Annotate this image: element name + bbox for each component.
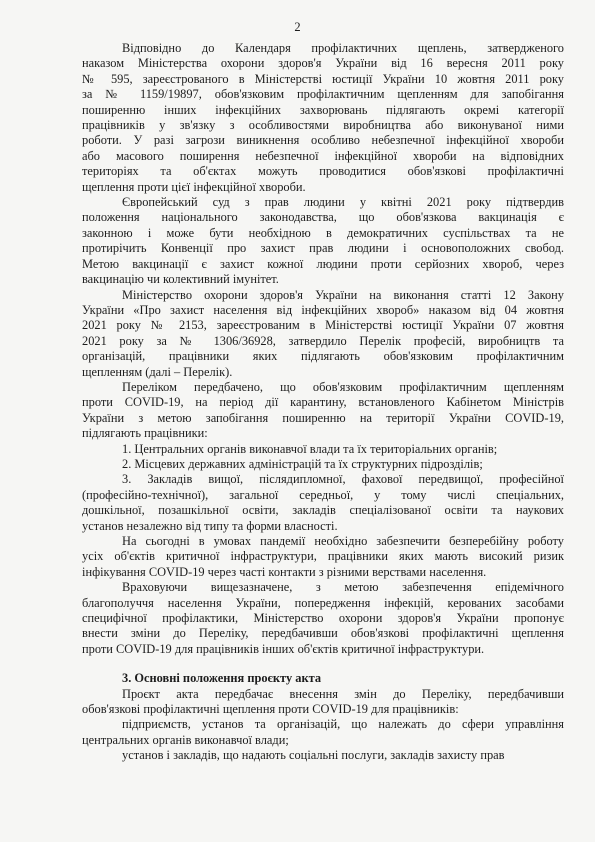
text-line: роботи. У разі загрози виникнення особливо небезпечної інфекційної хвороби: [82, 133, 564, 148]
text-line: На сьогодні в умовах пандемії необхідно забезпечити безперебійну роботу: [122, 534, 564, 548]
list-item-central-authorities: [82, 442, 564, 457]
text-line: протирічить Конвенції про захист прав людини і основоположних свобод.: [82, 241, 564, 256]
text-line: дошкільної, позашкільної освіти, закладів спеціалізованої освіти та наукових: [82, 503, 564, 518]
text-line: Метою вакцинації є захист кожної людини проти серйозних хвороб, через: [82, 256, 564, 271]
text-line: проти COVID-19 для працівників інших об'єктів критичної інфраструктури.: [82, 641, 485, 656]
text-line: внести зміни до Переліку, передбачивши обов'язкові профілактичні щеплення: [82, 626, 564, 641]
text-line: територіях та об'єктах можуть проводитися обов'язкові профілактичні: [82, 164, 564, 179]
text-line: благополуччя населення України, попередження інфекцій, керованих засобами: [82, 595, 564, 610]
section-heading: 3. Основні положення проєкту акта: [122, 671, 322, 686]
text-line: 2021 року № 2153, зареєстрованим в Міністерстві юстиції України 07 жовтня: [82, 318, 564, 333]
text-line: (професійно-технічної), загальної середньої, у тому числі спеціальних,: [82, 487, 564, 502]
paragraph-institutions: [82, 748, 564, 763]
text-line: Проєкт акта передбачає внесення змін до Переліку, передбачивши: [122, 686, 564, 701]
paragraph-critical-infrastructure: [82, 534, 564, 580]
text-line: інфікування COVID-19 через часті контакти з різними верствами населення.: [82, 564, 487, 579]
paragraph-draft-intro: [82, 687, 564, 718]
text-line: законною і може бути необхідною в демократичних суспільствах та не: [82, 225, 564, 240]
text-line: 1. Центральних органів виконавчої влади та їх територіальних органів;: [122, 441, 498, 456]
paragraph-european-court: [82, 195, 564, 287]
text-line: 2. Місцевих державних адміністрацій та їх структурних підрозділів;: [122, 456, 483, 471]
paragraph-enterprises: [82, 717, 564, 748]
text-line: наказом Міністерства охорони здоров'я України від 16 вересня 2011 року: [82, 56, 564, 71]
text-line: установ і закладів, що надають соціальні послуги, закладів захисту прав: [122, 748, 505, 763]
text-line: України з метою запобігання поширенню на території України COVID-19,: [82, 410, 564, 425]
document-body: [82, 41, 564, 764]
text-line: за № 1159/19897, обов'язковим профілактичним щепленням для запобігання: [82, 87, 564, 102]
section-spacer: [82, 657, 564, 671]
text-line: організацій, працівники яких підлягають обов'язковим профілактичним: [82, 349, 564, 364]
text-line: обов'язкові профілактичні щеплення проти COVID-19 для працівників:: [82, 702, 459, 717]
text-line: усіх об'єктів критичної інфраструктури, працівники яких мають високий ризик: [82, 549, 564, 564]
text-line: Переліком передбачено, що обов'язковим профілактичним щепленням: [122, 379, 564, 394]
text-line: 3. Закладів вищої, післядипломної, фахової передвищої, професійної: [122, 472, 564, 487]
text-line: Міністерство охорони здоров'я України на виконання статті 12 Закону: [122, 287, 564, 302]
text-line: положення національного законодавства, що обов'язкова вакцинація є: [82, 210, 564, 225]
text-line: специфічної профілактики, Міністерство охорони здоров'я України пропонує: [82, 611, 564, 626]
text-line: центральних органів виконавчої влади;: [82, 732, 289, 747]
paragraph-ministry-order: [82, 288, 564, 380]
page-number: 2: [294, 20, 301, 34]
text-line: № 595, зареєстрованого в Міністерстві юстиції України 10 жовтня 2011 року: [82, 71, 564, 86]
text-line: 2021 року за № 1306/36928, затвердило Перелік професій, виробництв та: [82, 333, 564, 348]
list-item-local-administrations: [82, 457, 564, 472]
text-line: підприємств, установ та організацій, що належать до сфери управління: [122, 717, 564, 732]
text-line: щеплення проти цієї інфекційної хвороби.: [82, 179, 306, 194]
text-line: України «Про захист населення від інфекційних хвороб» наказом від 04 жовтня: [82, 302, 564, 317]
text-line: вакцинацію чи колективний імунітет.: [82, 272, 279, 287]
text-line: установ незалежно від типу та форми власності.: [82, 518, 338, 533]
text-line: Європейський суд з прав людини у квітні 2021 року підтвердив: [122, 195, 564, 210]
text-line: працівників у зв'язку з особливостями виробництва або виконуваної ними: [82, 118, 564, 133]
text-line: проти COVID-19, на період дії карантину, встановленого Кабінетом Міністрів: [82, 395, 564, 410]
paragraph-vaccination-calendar: [82, 41, 564, 195]
list-item-educational-institutions: [82, 472, 564, 534]
text-line: щепленням (далі – Перелік).: [82, 364, 233, 379]
text-line: підлягають працівники:: [82, 426, 208, 441]
paragraph-list-intro: [82, 380, 564, 442]
text-line: або масового поширення небезпечної інфекційної хвороби на відповідних: [82, 148, 564, 163]
text-line: поширенню інших інфекційних захворювань підлягають окремі категорії: [82, 102, 564, 117]
text-line: Відповідно до Календаря профілактичних щеплень, затвердженого: [122, 41, 564, 55]
text-line: Враховуючи вищезазначене, з метою забезпечення епідемічного: [122, 580, 564, 595]
paragraph-proposal: [82, 580, 564, 657]
